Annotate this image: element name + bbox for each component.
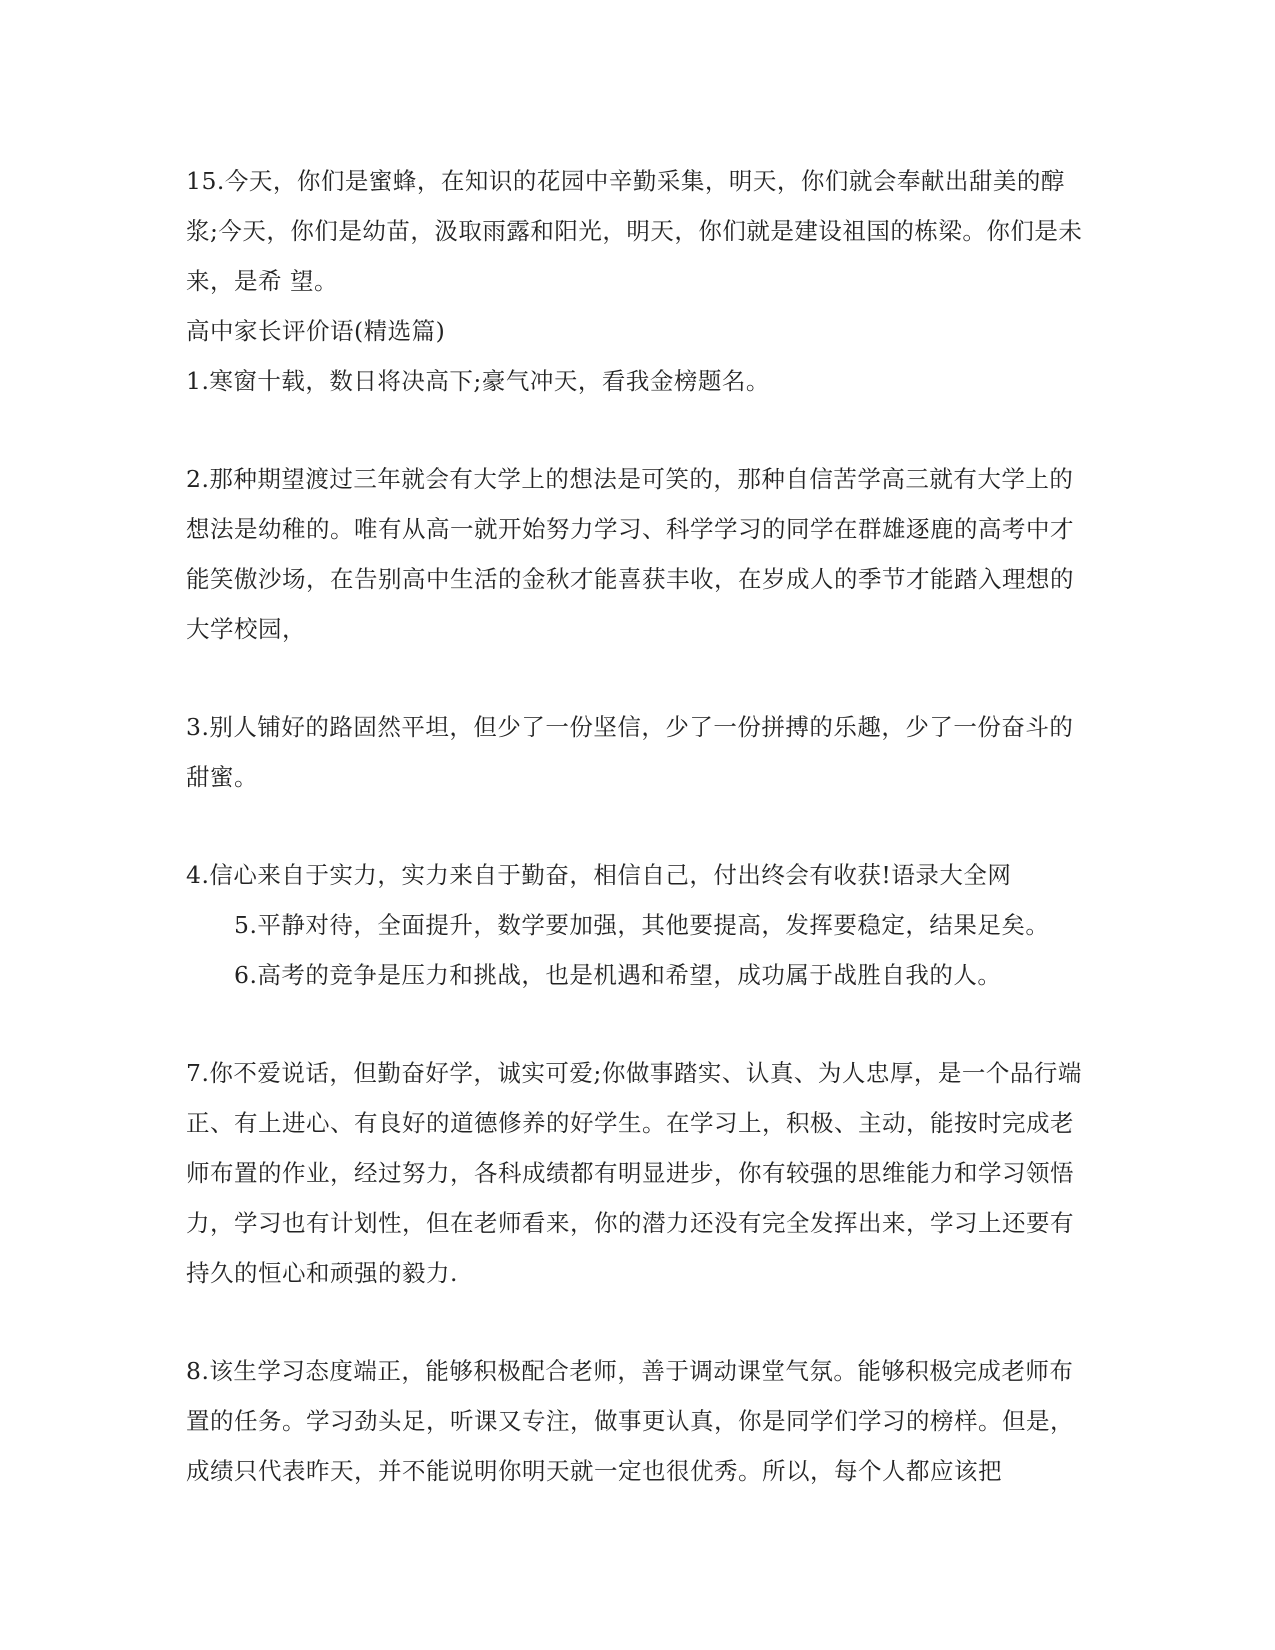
paragraph-7: 7.你不爱说话，但勤奋好学，诚实可爱;你做事踏实、认真、为人忠厚，是一个品行端正、有上进心、有良好的道德修养的好学生。在学习上，积极、主动，能按时完成老师布置的作业，经过努力，各科成绩都有明显进步，你有较强的思维能力和学习领悟力，学习也有计划性，但在老师看来，你的潜力还没有完全发挥出来，学习上还要有持久的恒心和顽强的毅力. xyxy=(186,1059,1082,1287)
paragraph-4: 4.信心来自于实力，实力来自于勤奋，相信自己，付出终会有收获!语录大全网 xyxy=(186,861,1012,889)
section-heading: 高中家长评价语(精选篇) xyxy=(186,317,446,345)
document-body xyxy=(186,156,1091,1496)
paragraph-8: 8.该生学习态度端正，能够积极配合老师，善于调动课堂气氛。能够积极完成老师布置的任务。学习劲头足，听课又专注，做事更认真，你是同学们学习的榜样。但是，成绩只代表昨天，并不能说明你明天就一定也很优秀。所以，每个人都应该把 xyxy=(186,1357,1074,1485)
paragraph-6: 6.高考的竞争是压力和挑战，也是机遇和希望，成功属于战胜自我的人。 xyxy=(234,961,1002,989)
paragraph-3: 3.别人铺好的路固然平坦，但少了一份坚信，少了一份拼搏的乐趣，少了一份奋斗的甜蜜。 xyxy=(186,713,1074,791)
paragraph-5: 5.平静对待，全面提升，数学要加强，其他要提高，发挥要稳定，结果足矣。 xyxy=(234,911,1050,939)
paragraph-2: 2.那种期望渡过三年就会有大学上的想法是可笑的，那种自信苦学高三就有大学上的想法是幼稚的。唯有从高一就开始努力学习、科学学习的同学在群雄逐鹿的高考中才能笑傲沙场，在告别高中生活的金秋才能喜获丰收，在岁成人的季节才能踏入理想的大学校园， xyxy=(186,465,1074,643)
paragraph-1: 1.寒窗十载，数日将决高下;豪气冲天，看我金榜题名。 xyxy=(186,367,770,395)
paragraph-15: 15.今天，你们是蜜蜂，在知识的花园中辛勤采集，明天，你们就会奉献出甜美的醇浆;今天，你们是幼苗，汲取雨露和阳光，明天，你们就是建设祖国的栋梁。你们是未来，是希 望。 xyxy=(186,167,1083,295)
